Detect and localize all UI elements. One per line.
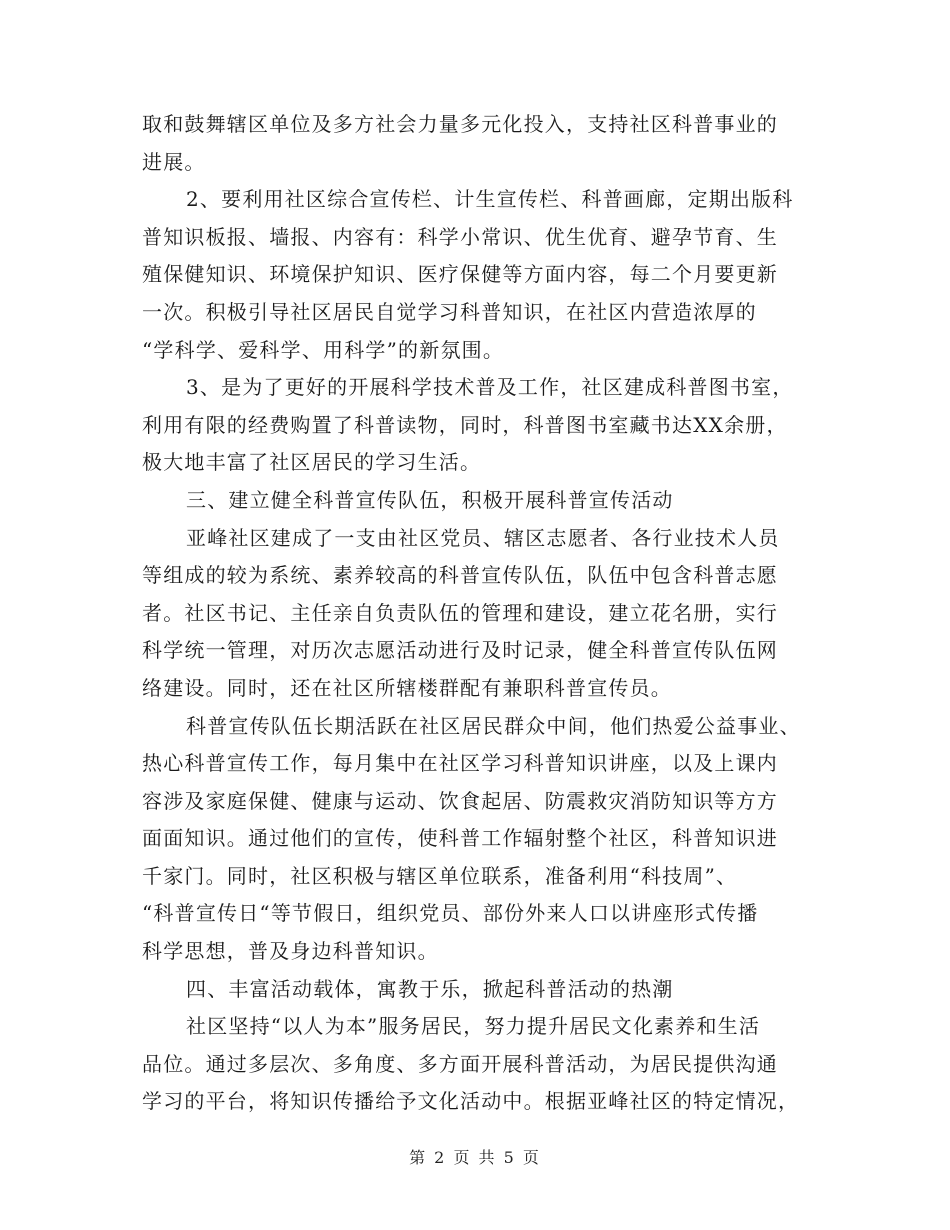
text-line: 利用有限的经费购置了科普读物，同时，科普图书室藏书达XX余册， xyxy=(142,412,788,437)
text-line: 品位。通过多层次、多角度、多方面开展科普活动，为居民提供沟通 xyxy=(142,1051,778,1076)
text-line: 科学思想，普及身边科普知识。 xyxy=(142,939,439,964)
text-line: 普知识板报、墙报、内容有：科学小常识、优生优育、避孕节育、生 xyxy=(142,224,778,249)
text-line: 四、丰富活动载体，寓教于乐，掀起科普活动的热潮 xyxy=(186,976,674,1001)
text-line: 者。社区书记、主任亲自负责队伍的管理和建设，建立花名册，实行 xyxy=(142,600,778,625)
text-line: 热心科普宣传工作，每月集中在社区学习科普知识讲座，以及上课内 xyxy=(142,751,778,776)
text-line: 三、建立健全科普宣传队伍，积极开展科普宣传活动 xyxy=(186,487,674,512)
text-line: 3、是为了更好的开展科学技术普及工作，社区建成科普图书室， xyxy=(186,375,794,400)
text-line: “学科学、爱科学、用科学”的新氛围。 xyxy=(142,337,505,362)
text-line: “科普宣传日“等节假日，组织党员、部份外来人口以讲座形式传播 xyxy=(142,901,759,926)
text-line: 亚峰社区建成了一支由社区党员、辖区志愿者、各行业技术人员 xyxy=(186,525,780,550)
text-line: 一次。积极引导社区居民自觉学习科普知识，在社区内营造浓厚的 xyxy=(142,299,757,324)
text-line: 2、要利用社区综合宣传栏、计生宣传栏、科普画廊，定期出版科 xyxy=(186,187,794,212)
text-line: 学习的平台，将知识传播给予文化活动中。根据亚峰社区的特定情况， xyxy=(142,1089,800,1114)
text-line: 面面知识。通过他们的宣传，使科普工作辐射整个社区，科普知识进 xyxy=(142,826,778,851)
text-line: 进展。 xyxy=(142,149,206,174)
page-footer: 第 2 页 共 5 页 xyxy=(409,1148,541,1167)
document-body xyxy=(142,106,818,1121)
text-line: 等组成的较为系统、素养较高的科普宣传队伍，队伍中包含科普志愿 xyxy=(142,563,778,588)
text-line: 千家门。同时，社区积极与辖区单位联系，准备利用“科技周”、 xyxy=(142,863,738,888)
text-line: 科学统一管理，对历次志愿活动进行及时记录，健全科普宣传队伍网 xyxy=(142,638,778,663)
text-line: 容涉及家庭保健、健康与运动、饮食起居、防震救灾消防知识等方方 xyxy=(142,788,778,813)
text-line: 络建设。同时，还在社区所辖楼群配有兼职科普宣传员。 xyxy=(142,675,672,700)
text-line: 取和鼓舞辖区单位及多方社会力量多元化投入，支持社区科普事业的 xyxy=(142,112,778,136)
text-line: 殖保健知识、环境保护知识、医疗保健等方面内容，每二个月要更新 xyxy=(142,262,778,287)
text-line: 极大地丰富了社区居民的学习生活。 xyxy=(142,450,482,475)
text-line: 科普宣传队伍长期活跃在社区居民群众中间，他们热爱公益事业、 xyxy=(186,713,801,738)
text-line: 社区坚持“以人为本”服务居民，努力提升居民文化素养和生活 xyxy=(186,1014,761,1039)
